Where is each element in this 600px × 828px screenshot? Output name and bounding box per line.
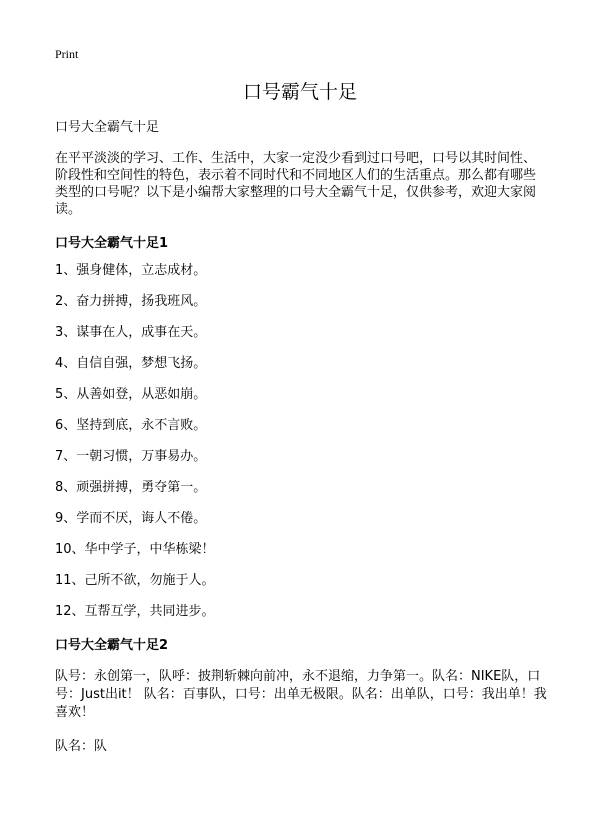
list-item: 6、坚持到底，永不言败。 [55, 418, 207, 433]
list-item: 2、奋力拼搏，扬我班风。 [55, 294, 207, 309]
print-link[interactable]: Print [55, 47, 79, 61]
page-title: 口号霸气十足 [242, 81, 357, 103]
section2-paragraph-tail: 队名：队 [55, 739, 108, 754]
document-subtitle: 口号大全霸气十足 [55, 120, 160, 135]
list-item: 5、从善如登，从恶如崩。 [55, 387, 207, 402]
list-item: 8、顽强拼搏，勇夺第一。 [55, 480, 207, 495]
section-heading-1: 口号大全霸气十足1 [55, 236, 169, 251]
list-item: 9、学而不厌，诲人不倦。 [55, 511, 207, 526]
list-item: 10、华中学子，中华栋梁！ [55, 542, 215, 557]
list-item: 1、强身健体，立志成材。 [55, 263, 207, 278]
section2-paragraph: 队号：永创第一，队呼：披荆斩棘向前冲，永不退缩，力争第一。队名：NIKE队，口号：Just出it！ 队名：百事队，口号：出单无极限。队名：出单队，口号：我出单！我喜欢！ [55, 669, 547, 720]
list-item: 4、自信自强，梦想飞扬。 [55, 356, 207, 371]
list-item: 11、己所不欲，勿施于人。 [55, 573, 215, 588]
section-heading-2: 口号大全霸气十足2 [55, 638, 169, 653]
intro-paragraph: 在平平淡淡的学习、工作、生活中，大家一定没少看到过口号吧，口号以其时间性、阶段性和空间性的特色，表示着不同时代和不同地区人们的生活重点。那么都有哪些类型的口号呢？以下是小编帮大家整理的口号大全霸气十足，仅供参考，欢迎大家阅读。 [55, 151, 537, 217]
list-item: 3、谋事在人，成事在天。 [55, 325, 207, 340]
list-item: 7、一朝习惯，万事易办。 [55, 449, 207, 464]
list-item: 12、互帮互学，共同进步。 [55, 604, 215, 619]
slogan-list [55, 262, 215, 634]
